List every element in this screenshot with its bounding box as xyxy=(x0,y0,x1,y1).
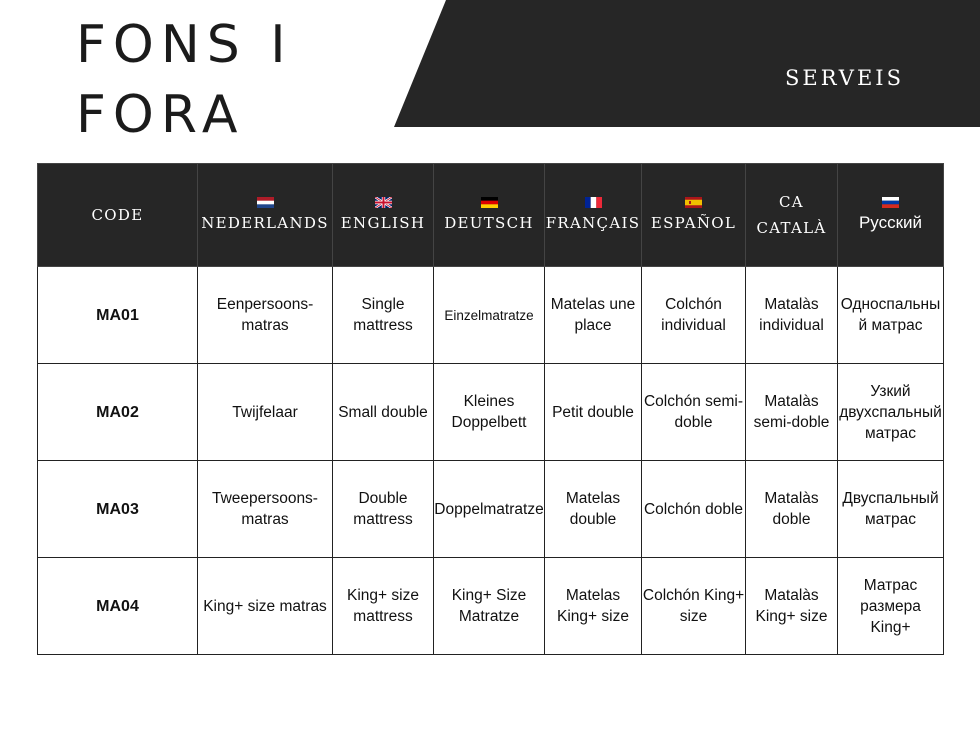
cell-espanol: Colchón individual xyxy=(642,267,746,364)
header-label: CATALÀ xyxy=(756,219,827,237)
header-label: DEUTSCH xyxy=(444,213,534,232)
cell-deutsch: King+ Size Matratze xyxy=(434,558,545,655)
header-label: NEDERLANDS xyxy=(201,213,329,232)
code-cell: MA04 xyxy=(38,558,198,655)
header-label: ESPAÑOL xyxy=(650,213,737,232)
column-header-russian xyxy=(838,164,944,267)
code-cell: MA03 xyxy=(38,461,198,558)
table-row xyxy=(38,558,944,655)
cell-russian: Односпальный матрас xyxy=(838,267,944,364)
cell-deutsch: Doppelmatratze xyxy=(434,461,545,558)
header-label: Русский xyxy=(858,212,923,232)
column-header-espanol xyxy=(642,164,746,267)
russia-flag-icon xyxy=(882,197,899,208)
code-cell: MA02 xyxy=(38,364,198,461)
column-header-nederlands xyxy=(198,164,333,267)
cell-english: Small double xyxy=(333,364,434,461)
header-label: CODE xyxy=(91,206,144,224)
title-line-1: FONS I xyxy=(76,15,293,75)
cell-catala: Matalàs King+ size xyxy=(746,558,838,655)
cell-francais: Petit double xyxy=(545,364,642,461)
cell-espanol: Colchón semi-doble xyxy=(642,364,746,461)
translation-table xyxy=(37,163,944,655)
header-banner xyxy=(394,0,980,127)
column-header-deutsch xyxy=(434,164,545,267)
cell-deutsch: Einzelmatratze xyxy=(434,267,545,364)
column-header-francais xyxy=(545,164,642,267)
table-header-row xyxy=(38,164,944,267)
germany-flag-icon xyxy=(481,197,498,208)
cell-russian: Узкий двухспальный матрас xyxy=(838,364,944,461)
page-title xyxy=(76,10,293,150)
cell-espanol: Colchón King+ size xyxy=(642,558,746,655)
title-line-2: FORA xyxy=(76,85,245,145)
column-header-code xyxy=(38,164,198,267)
cell-catala: Matalàs doble xyxy=(746,461,838,558)
cell-francais: Matelas King+ size xyxy=(545,558,642,655)
cell-catala: Matalàs individual xyxy=(746,267,838,364)
cell-francais: Matelas double xyxy=(545,461,642,558)
header-prefix: CA xyxy=(779,193,804,211)
cell-nederlands: Twijfelaar xyxy=(198,364,333,461)
netherlands-flag-icon xyxy=(257,197,274,208)
header-label: FRANÇAIS xyxy=(545,213,641,232)
uk-flag-icon xyxy=(375,197,392,208)
cell-russian: Двуспальный матрас xyxy=(838,461,944,558)
cell-espanol: Colchón doble xyxy=(642,461,746,558)
cell-english: Double mattress xyxy=(333,461,434,558)
code-cell: MA01 xyxy=(38,267,198,364)
banner-label: SERVEIS xyxy=(785,66,904,90)
cell-nederlands: King+ size matras xyxy=(198,558,333,655)
header-label: ENGLISH xyxy=(340,213,426,232)
column-header-catala xyxy=(746,164,838,267)
cell-nederlands: Tweepersoons-matras xyxy=(198,461,333,558)
table-row xyxy=(38,461,944,558)
cell-catala: Matalàs semi-doble xyxy=(746,364,838,461)
cell-english: Single mattress xyxy=(333,267,434,364)
france-flag-icon xyxy=(585,197,602,208)
cell-nederlands: Eenpersoons-matras xyxy=(198,267,333,364)
cell-deutsch: Kleines Doppelbett xyxy=(434,364,545,461)
table-row xyxy=(38,364,944,461)
cell-francais: Matelas une place xyxy=(545,267,642,364)
cell-russian: Матрас размера King+ xyxy=(838,558,944,655)
column-header-english xyxy=(333,164,434,267)
spain-flag-icon xyxy=(685,197,702,208)
table-row xyxy=(38,267,944,364)
cell-english: King+ size mattress xyxy=(333,558,434,655)
